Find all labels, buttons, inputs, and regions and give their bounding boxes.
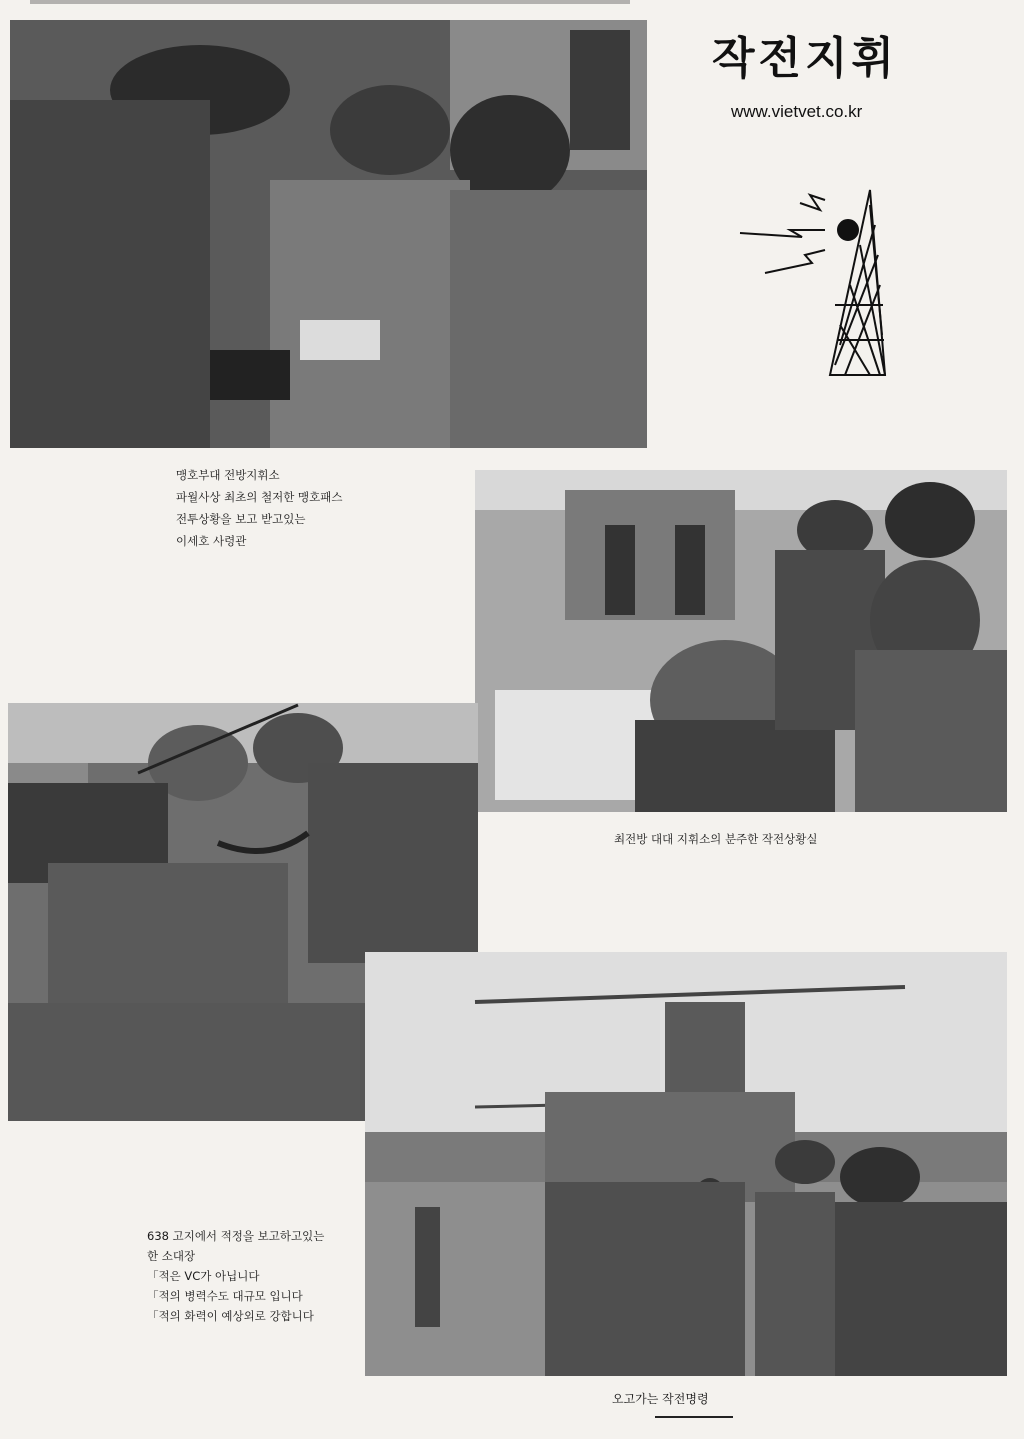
photo-helicopter-landing-image	[365, 952, 1007, 1376]
caption-line: 「적은 VC가 아닙니다	[147, 1269, 260, 1283]
caption-line: 638 고지에서 적정을 보고하고있는	[147, 1229, 325, 1243]
caption-helicopter-landing: 오고가는 작전명령	[612, 1392, 709, 1406]
caption-line: 맹호부대 전방지휘소	[176, 468, 280, 482]
caption-line: 최전방 대대 지휘소의 분주한 작전상황실	[614, 832, 818, 846]
photo-helicopter-landing	[365, 952, 1007, 1376]
photo-operations-room-image	[475, 470, 1007, 812]
photo-command-post-image	[10, 20, 647, 448]
photo-command-post	[10, 20, 647, 448]
website-url: www.vietvet.co.kr	[731, 102, 863, 121]
caption-underline	[655, 1416, 733, 1418]
top-border	[30, 0, 630, 4]
caption-line: 파월사상 최초의 철저한 맹호패스	[176, 490, 343, 504]
caption-operations-room	[614, 828, 817, 850]
caption-line: 「적의 병력수도 대규모 입니다	[147, 1289, 303, 1303]
caption-line: 전투상황을 보고 받고있는	[176, 512, 306, 526]
page-title: 작전지휘	[712, 33, 899, 84]
caption-line: 「적의 화력이 예상외로 강합니다	[147, 1309, 314, 1323]
caption-line: 한 소대장	[147, 1249, 196, 1263]
caption-line: 이세호 사령관	[176, 534, 247, 548]
caption-radio-report	[147, 1226, 324, 1326]
radio-tower-icon	[730, 185, 900, 385]
caption-command-post	[176, 464, 343, 552]
photo-operations-room	[475, 470, 1007, 812]
